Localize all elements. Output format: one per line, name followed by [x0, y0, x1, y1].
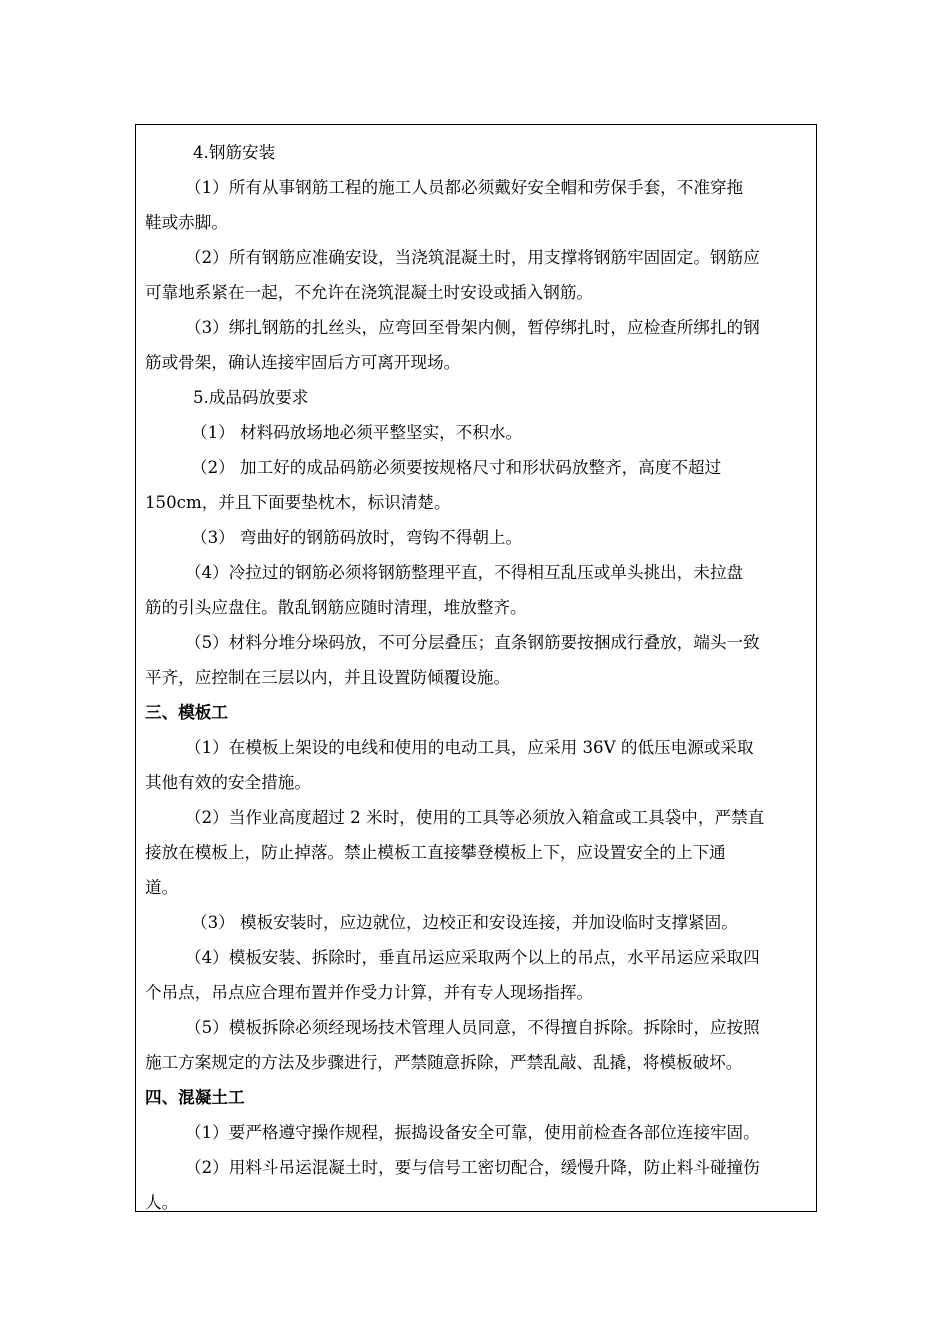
- paragraph-line: （3）绑扎钢筋的扎丝头，应弯回至骨架内侧，暂停绑扎时，应检查所绑扎的钢: [185, 318, 760, 337]
- paragraph-line: （5）模板拆除必须经现场技术管理人员同意，不得擅自拆除。拆除时，应按照: [185, 1018, 760, 1037]
- paragraph-line: 150cm，并且下面要垫枕木，标识清楚。: [145, 493, 451, 512]
- paragraph-line: 可靠地系紧在一起，不允许在浇筑混凝土时安设或插入钢筋。: [145, 283, 594, 302]
- paragraph-line: 道。: [145, 878, 179, 897]
- paragraph-line: （1）要严格遵守操作规程，振捣设备安全可靠，使用前检查各部位连接牢固。: [185, 1123, 760, 1142]
- paragraph-line: （3） 模板安装时，应边就位，边校正和安设连接，并加设临时支撑紧固。: [191, 913, 738, 932]
- paragraph-line: （4）冷拉过的钢筋必须将钢筋整理平直，不得相互乱压或单头挑出，未拉盘: [185, 563, 744, 582]
- paragraph-line: （5）材料分堆分垛码放，不可分层叠压；直条钢筋要按捆成行叠放，端头一致: [185, 633, 760, 652]
- paragraph-line: 施工方案规定的方法及步骤进行，严禁随意拆除，严禁乱敲、乱撬，将模板破坏。: [145, 1053, 743, 1072]
- paragraph-line: （3） 弯曲好的钢筋码放时，弯钩不得朝上。: [191, 528, 523, 547]
- document-frame: [135, 124, 817, 1212]
- paragraph-line: （4）模板安装、拆除时，垂直吊运应采取两个以上的吊点，水平吊运应采取四: [185, 948, 760, 967]
- paragraph-line: 平齐，应控制在三层以内，并且设置防倾覆设施。: [145, 668, 511, 687]
- paragraph-line: 人。: [145, 1193, 179, 1212]
- paragraph-line: 个吊点，吊点应合理布置并作受力计算，并有专人现场指挥。: [145, 983, 594, 1002]
- paragraph-line: （2） 加工好的成品码筋必须要按规格尺寸和形状码放整齐，高度不超过: [191, 458, 722, 477]
- paragraph-line: 筋的引头应盘住。散乱钢筋应随时清理，堆放整齐。: [145, 598, 527, 617]
- paragraph-line: 筋或骨架，确认连接牢固后方可离开现场。: [145, 353, 461, 372]
- paragraph-line: （1）在模板上架设的电线和使用的电动工具，应采用 36V 的低压电源或采取: [185, 738, 754, 757]
- paragraph-line: （1） 材料码放场地必须平整坚实，不积水。: [191, 423, 523, 442]
- paragraph-line: （1）所有从事钢筋工程的施工人员都必须戴好安全帽和劳保手套，不准穿拖: [185, 178, 744, 197]
- heading-product-stacking: 5.成品码放要求: [193, 388, 309, 407]
- paragraph-line: 鞋或赤脚。: [145, 213, 228, 232]
- section-heading-formwork: 三、模板工: [145, 702, 228, 722]
- paragraph-line: （2）所有钢筋应准确安设，当浇筑混凝土时，用支撑将钢筋牢固固定。钢筋应: [185, 248, 760, 267]
- paragraph-line: 接放在模板上，防止掉落。禁止模板工直接攀登模板上下，应设置安全的上下通: [145, 843, 726, 862]
- section-heading-concrete: 四、混凝土工: [145, 1087, 245, 1107]
- paragraph-line: （2）当作业高度超过 2 米时，使用的工具等必须放入箱盒或工具袋中，严禁直: [185, 808, 765, 827]
- paragraph-line: （2）用料斗吊运混凝土时，要与信号工密切配合，缓慢升降，防止料斗碰撞伤: [185, 1158, 760, 1177]
- heading-rebar-installation: 4.钢筋安装: [193, 143, 276, 162]
- paragraph-line: 其他有效的安全措施。: [145, 773, 311, 792]
